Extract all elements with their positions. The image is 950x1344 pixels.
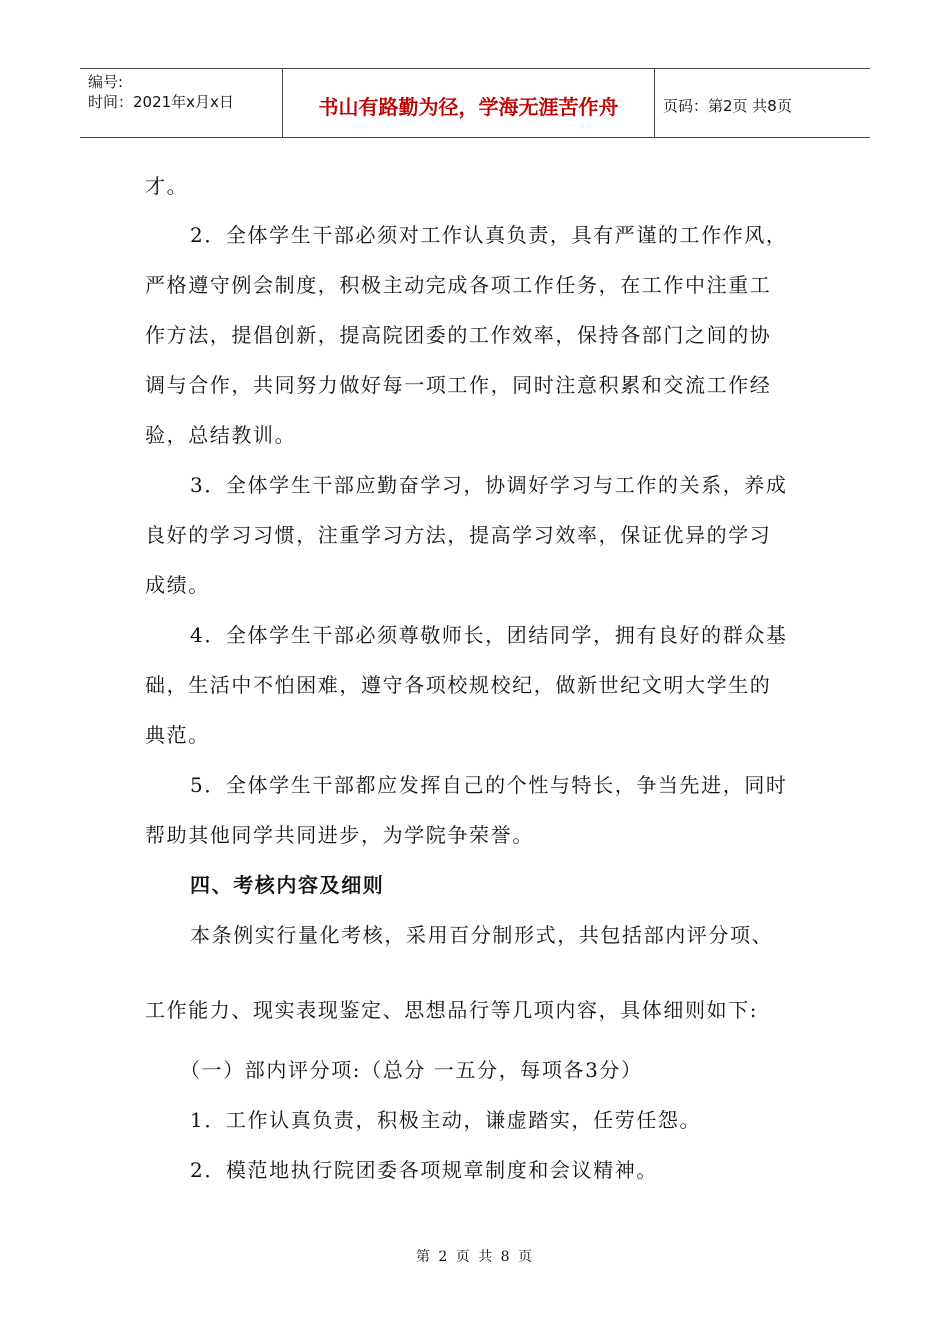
body-line: 调与合作，共同努力做好每一项工作，同时注意积累和交流工作经	[145, 373, 772, 397]
header-motto-cell	[283, 69, 655, 137]
body-line: 2．模范地执行院团委各项规章制度和会议精神。	[190, 1158, 658, 1182]
body-line: 才。	[145, 174, 189, 198]
section-heading: 四、考核内容及细则	[190, 873, 385, 897]
body-line: 5．全体学生干部都应发挥自己的个性与特长，争当先进，同时	[190, 773, 788, 797]
body-line: 良好的学习习惯，注重学习方法，提高学习效率，保证优异的学习	[145, 523, 772, 547]
body-line: 工作能力、现实表现鉴定、思想品行等几项内容，具体细则如下:	[145, 998, 759, 1022]
body-line: 作方法，提倡创新，提高院团委的工作效率，保持各部门之间的协	[145, 323, 772, 347]
document-time-label: 时间：2021年x月x日	[88, 93, 234, 111]
body-line: 典范。	[145, 723, 210, 747]
body-line: 1．工作认真负责，积极主动，谦虚踏实，任劳任怨。	[190, 1108, 702, 1132]
document-number-label: 编号:	[88, 73, 124, 91]
body-line: 础，生活中不怕困难，遵守各项校规校纪，做新世纪文明大学生的	[145, 673, 772, 697]
body-line: 2．全体学生干部必须对工作认真负责，具有严谨的工作作风，	[190, 223, 788, 247]
body-line: 4．全体学生干部必须尊敬师长，团结同学，拥有良好的群众基	[190, 623, 788, 647]
body-line: 验，总结教训。	[145, 423, 297, 447]
body-line: 本条例实行量化考核，采用百分制形式，共包括部内评分项、	[190, 923, 774, 947]
body-line: 帮助其他同学共同进步，为学院争荣誉。	[145, 823, 534, 847]
body-line: 3．全体学生干部应勤奋学习，协调好学习与工作的关系，养成	[190, 473, 788, 497]
page-header	[80, 68, 870, 138]
header-page-cell	[655, 69, 870, 137]
header-page-info: 页码：第2页 共8页	[663, 97, 792, 115]
header-motto: 书山有路勤为径，学海无涯苦作舟	[318, 95, 619, 119]
body-line: 严格遵守例会制度，积极主动完成各项工作任务，在工作中注重工	[145, 273, 772, 297]
page-footer: 第 2 页 共 8 页	[415, 1249, 535, 1265]
header-meta-cell	[80, 69, 283, 137]
subsection-heading: （一）部内评分项:（总分 一五分，每项各3分）	[180, 1058, 643, 1082]
body-line: 成绩。	[145, 573, 210, 597]
